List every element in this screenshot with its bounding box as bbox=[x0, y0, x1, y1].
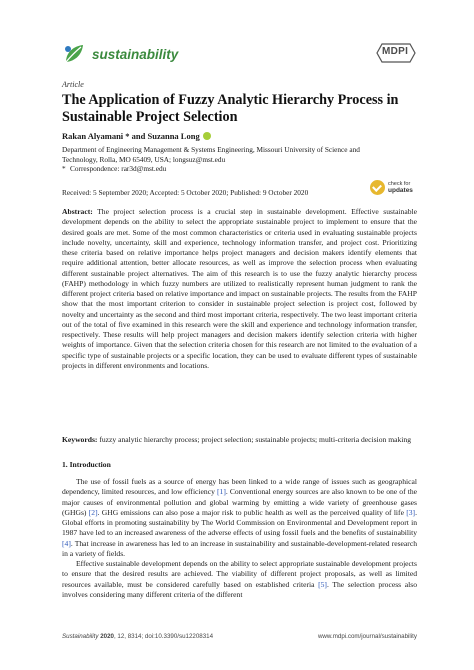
section-heading: 1. Introduction bbox=[62, 460, 111, 469]
footer-citation bbox=[62, 633, 213, 640]
footer-year: 2020 bbox=[100, 633, 114, 640]
abstract-label: Abstract: bbox=[62, 207, 93, 216]
publisher-name: MDPI bbox=[382, 46, 409, 57]
footer-url[interactable]: www.mdpi.com/journal/sustainability bbox=[317, 633, 417, 640]
article-type: Article bbox=[62, 80, 84, 89]
correspondence-email[interactable]: Correspondence: rar3d@mst.edu bbox=[70, 164, 167, 174]
page-footer bbox=[62, 633, 417, 640]
author-list bbox=[62, 131, 211, 141]
check-updates-text bbox=[388, 181, 413, 194]
journal-name[interactable]: sustainability bbox=[92, 46, 179, 62]
paper-title: The Application of Fuzzy Analytic Hierarchy Process in Sustainable Project Selection bbox=[62, 92, 399, 125]
affiliation-line: Department of Engineering Management & Systems Engineering, Missouri University of Science and bbox=[62, 145, 360, 154]
correspondence-line bbox=[62, 164, 422, 174]
paragraph bbox=[62, 477, 417, 559]
footer-journal: Sustainability bbox=[62, 633, 99, 640]
paragraph-text: . The selection process also involves considering many different criteria of the different bbox=[62, 579, 417, 599]
check-updates-icon bbox=[370, 180, 385, 195]
abstract-text: The project selection process is a crucial step in sustainable development. Effective sustainable development depends on the ability to select the appropriate sustainable project to implement to ensure that the desired goals are met. Some of the most common characteristics or criteria used in evaluating sustainable projects include novelty, uncertainty, skill and experience, technology information transfer, and project cost. Prioritizing these criteria based on relative importance helps project managers and decision makers identify elements that require additional attention, better allocate resources, as well as improve the selection process when evaluating different sustainable project alternatives. The aim of this research is to use the fuzzy analytic hierarchy process (FAHP) methodology in which fuzzy numbers are utilized to realistically represent human judgment to rank the different project criteria based on relative importance and impact on sustainable projects. The results from the FAHP show that the most important criterion to consider in sustainable project selection is project cost, followed by novelty and uncertainty as the second and third most important criteria, respectively. The two least important criteria out of the total of five examined in this research were the skill and experience and technology information transfer, respectively. These results will help project managers and decision makers identify selection criteria with higher weights of importance. Given that the selection criteria chosen for this research are not limited to the evaluation of a specific type of sustainable projects or a specific location, they can be used to evaluate different types of sustainable projects in different environments and locations. bbox=[62, 207, 417, 370]
orcid-icon[interactable] bbox=[203, 132, 211, 140]
paragraph-text: . Global efforts in promoting sustainability by The World Commission on Environmental and Development report in 1987 have led to an increased awareness of the adverse effects of using fossil fuels and the benefits of sustainability bbox=[62, 507, 417, 538]
keywords bbox=[62, 435, 417, 445]
citation-link[interactable]: [5] bbox=[318, 579, 327, 589]
journal-header bbox=[62, 40, 178, 68]
keywords-text: fuzzy analytic hierarchy process; project selection; sustainable projects; multi-criteria decision making bbox=[99, 435, 411, 444]
paragraph-text: . Conventional energy sources are also known to be one of the major causes of environmental pollution and global warming by emitting a wide variety of greenhouse gases (GHGs) bbox=[62, 487, 418, 517]
paragraph-text: . That increase in awareness has led to an increase in sustainability and sustainable-development-related research in a variety of fields. bbox=[62, 538, 417, 558]
paragraph-text: Effective sustainable development depends on the ability to select appropriate sustainable development projects to ensure that the desired results are achieved. The viability of different project proposals, as well as limited resources available, must be considered carefully based on established criteria bbox=[62, 559, 417, 589]
publication-dates: Received: 5 September 2020; Accepted: 5 October 2020; Published: 9 October 2020 bbox=[62, 188, 309, 197]
citation-link[interactable]: [3] bbox=[406, 507, 416, 517]
leaf-logo-icon bbox=[62, 42, 86, 66]
paragraph bbox=[62, 559, 417, 600]
keywords-label: Keywords: bbox=[62, 435, 98, 444]
paragraph-text: The use of fossil fuels as a source of energy has been linked to a wide range of issues such as geographical dependency, limited resources, and low efficiency bbox=[62, 477, 417, 497]
check-for-updates-badge[interactable] bbox=[370, 180, 413, 195]
correspondence-mark: * bbox=[62, 164, 66, 174]
authors-text: Rakan Alyamani * and Suzanna Long bbox=[62, 131, 200, 141]
footer-doi[interactable]: , 12, 8314; doi:10.3390/su12208314 bbox=[113, 633, 214, 640]
citation-link[interactable]: [2] bbox=[88, 507, 98, 517]
citation-link[interactable]: [1] bbox=[217, 487, 226, 497]
introduction-body bbox=[62, 477, 417, 600]
paragraph-text: . GHG emissions can also pose a major risk to public health as well as the perceived quality of life bbox=[97, 507, 407, 517]
check-updates-line1: check for bbox=[388, 181, 411, 187]
affiliation-line: Technology, Rolla, MO 65409, USA; longsuz@mst.edu bbox=[62, 154, 226, 164]
citation-link[interactable]: [4] bbox=[62, 538, 71, 548]
affiliations bbox=[62, 145, 422, 174]
abstract bbox=[62, 207, 417, 371]
check-updates-line2: updates bbox=[388, 186, 413, 194]
